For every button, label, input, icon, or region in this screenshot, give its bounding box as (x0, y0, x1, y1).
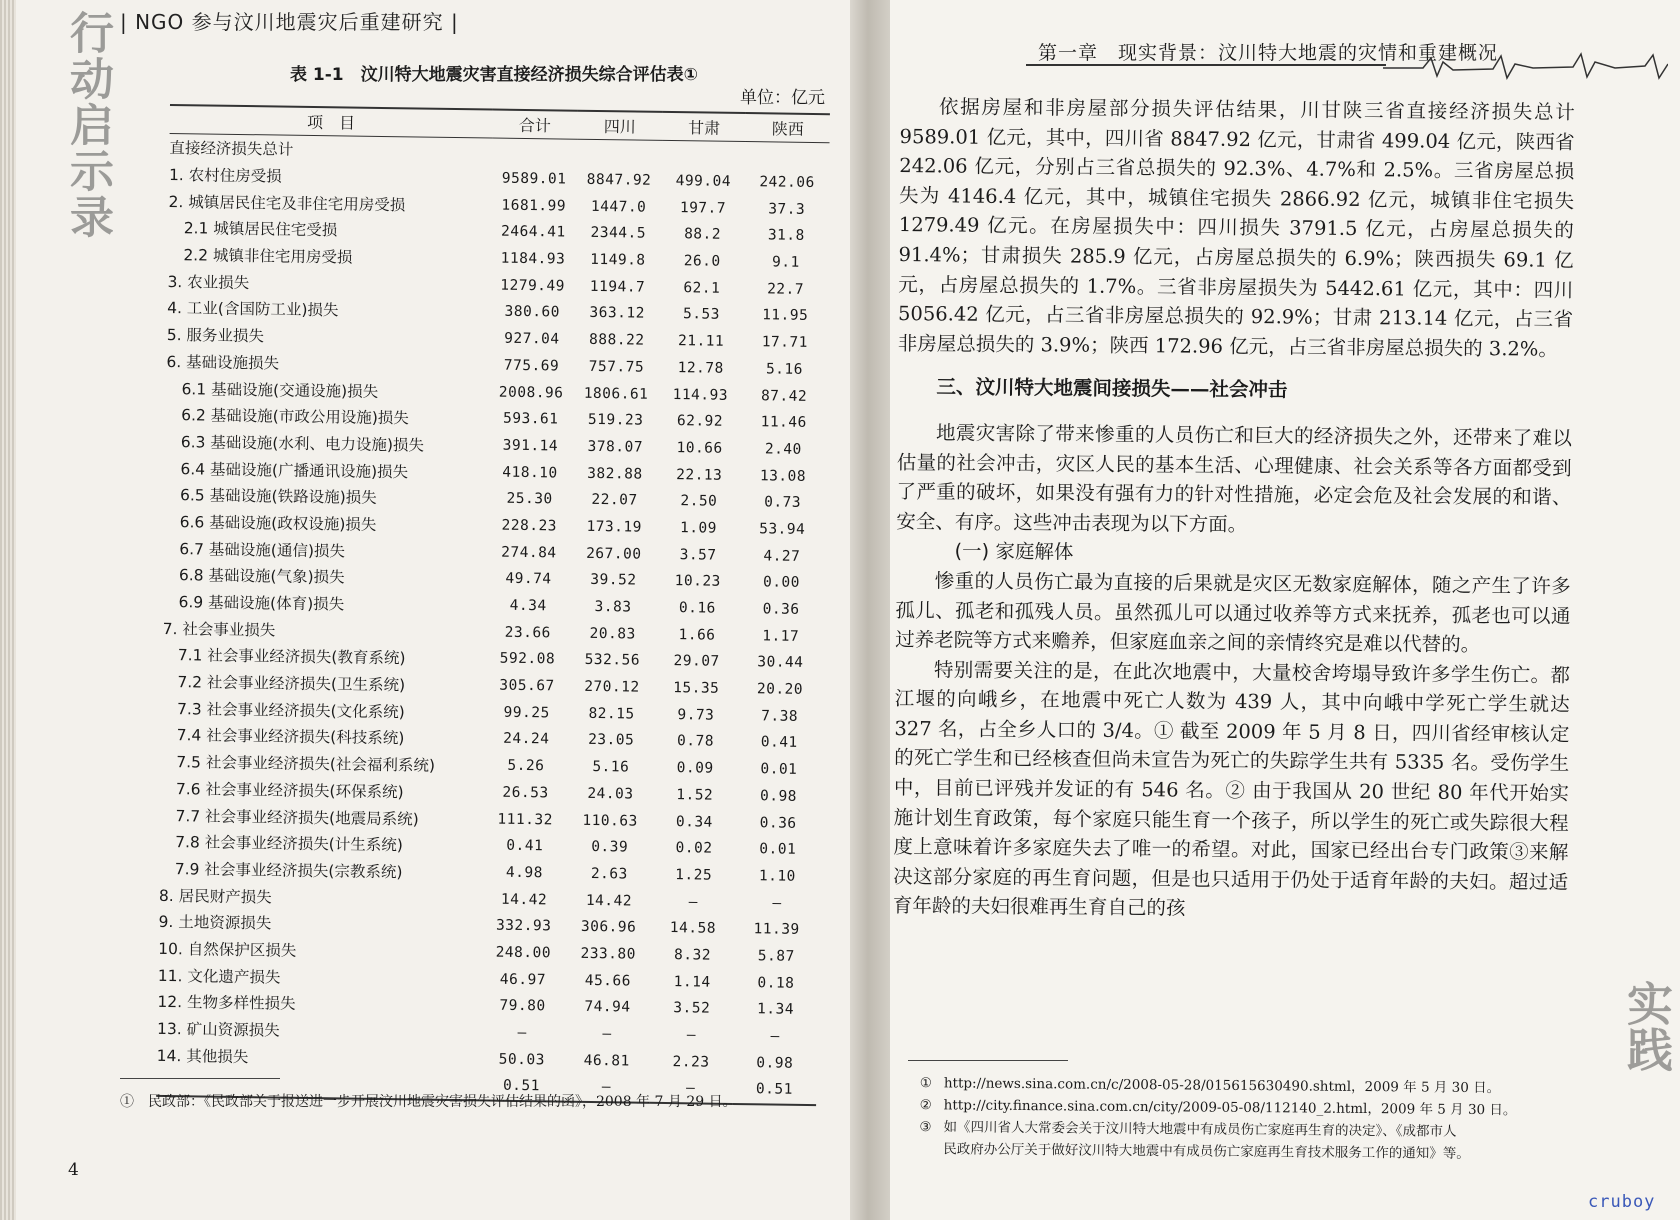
footnote-item (907, 1138, 1607, 1166)
footnote-text: http://news.sina.com.cn/c/2008-05-28/015615630490.shtml，2009 年 5 月 30 日。 (943, 1075, 1501, 1097)
row-item-label: 6.2 基础设施(市政公用设施)损失 (165, 406, 409, 428)
table-unit: 单位：亿元 (740, 88, 825, 108)
side-decoration-right: 实践 (1620, 980, 1674, 1072)
row-item-label: 6.5 基础设施(铁路设施)损失 (164, 486, 377, 508)
cell-sichuan: 888.22 (588, 332, 645, 349)
cell-gansu: 1.09 (679, 520, 718, 537)
cell-sichuan: 1194.7 (589, 278, 646, 296)
cell-sichuan: 20.83 (589, 625, 636, 643)
row-item-label: 3. 农业损失 (167, 272, 250, 292)
cell-total: 1184.93 (500, 250, 566, 268)
cell-sichuan: 5.16 (592, 759, 630, 776)
cell-sichuan: 757.75 (588, 358, 645, 376)
row-item-label: 2.1 城镇居民住宅受损 (168, 219, 338, 240)
row-item-label: 12. 生物多样性损失 (157, 993, 296, 1014)
cell-shaanxi: 0.98 (759, 788, 798, 805)
cell-total: 0.41 (506, 837, 544, 855)
cell-sichuan: — (564, 1074, 649, 1103)
cell-gansu: 9.73 (677, 706, 715, 724)
cell-shaanxi: 17.71 (761, 334, 809, 352)
cell-total: 418.10 (502, 464, 558, 482)
cell-total (492, 138, 577, 166)
paragraph: 特别需要关注的是，在此次地震中，大量校舍垮塌导致许多学生伤亡。都江堰的向峨乡，在地震中死亡人数为 439 人，其中向峨中学死亡学生就达 327 名，占全乡人口的 3/4。① 截至 2009 年 5 月 8 日，四川省经审核认定的死亡学生和已经核查但尚未宣告为死亡的失踪学生共有 5335 名。受伤学生中，目前已评残并发证的有 546 名。② 由于我国从 20 世纪 80 年代开始实施计划生育政策，每个家庭只能生育一个孩子，所以学生的死亡或失踪很大程度上意味着许多家庭失去了唯一的希望。对此，国家已经出台专门政策③来解决这部分家庭的再生育问题，但是也只适用于仍处于适育年龄的夫妇。超过适育年龄的夫妇很难再生育自己的孩 (892, 658, 1571, 920)
row-item-label: 10. 自然保护区损失 (158, 939, 297, 960)
cell-gansu: 0.78 (676, 733, 715, 751)
table-body (156, 133, 829, 1104)
row-item-label: 6.7 基础设施(通信)损失 (163, 539, 346, 561)
cell-shaanxi: 1.34 (756, 1001, 795, 1019)
cell-sichuan (577, 139, 662, 167)
cell-shaanxi (745, 142, 829, 170)
cell-shaanxi: — (772, 895, 782, 912)
running-head-rule (1026, 64, 1386, 66)
cell-gansu: 10.66 (676, 440, 723, 457)
cell-gansu: 197.7 (679, 199, 727, 217)
cell-sichuan: 382.88 (587, 465, 643, 483)
running-head-right: 第一章 现实背景：汶川特大地震的灾情和重建概况 (1038, 42, 1499, 64)
cell-shaanxi: 0.73 (764, 494, 802, 512)
cell-sichuan: 532.56 (584, 652, 641, 670)
right-page (868, 0, 1680, 1220)
cell-gansu: 0.09 (676, 760, 714, 777)
cell-total: 49.74 (505, 571, 552, 588)
cell-gansu: 8.32 (673, 947, 712, 964)
footnote-text: 如《四川省人大常委会关于汶川特大地震中有成员伤亡家庭再生育的决定》、《成都市人 (943, 1119, 1457, 1140)
row-item-label: 4. 工业(含国防工业)损失 (167, 299, 339, 320)
cell-shaanxi: 22.7 (767, 281, 805, 298)
col-header-gansu: 甘肃 (662, 112, 746, 142)
row-item-label: 直接经济损失总计 (169, 139, 294, 160)
cell-shaanxi: 0.36 (759, 814, 797, 832)
cell-gansu: 14.58 (669, 920, 717, 937)
cell-sichuan: 306.96 (580, 919, 637, 936)
cell-gansu: 29.07 (673, 653, 720, 671)
subsection-title: (一) 家庭解体 (954, 539, 1074, 564)
row-item-label: 6.4 基础设施(广播通讯设施)损失 (164, 459, 409, 481)
row-item-label: 14. 其他损失 (156, 1046, 249, 1066)
cell-sichuan: 23.05 (588, 732, 635, 750)
row-item-label: 1. 农村住房受损 (168, 166, 282, 186)
footnote-mark: ① (919, 1075, 933, 1092)
cell-gansu: — (649, 1075, 733, 1104)
loss-assessment-table (156, 104, 830, 1106)
cell-total: 1681.99 (501, 197, 567, 215)
cell-total: 24.24 (503, 731, 550, 748)
cell-gansu: 0.02 (675, 840, 713, 857)
cell-gansu: 12.78 (677, 359, 724, 377)
cell-total: 305.67 (499, 677, 555, 695)
cell-gansu: 114.93 (672, 386, 729, 404)
footnote-rule-right (908, 1060, 1068, 1061)
page-edge (0, 0, 16, 1220)
row-item-label: 7.5 社会事业经济损失(社会福利系统) (160, 753, 436, 775)
right-body-text (893, 92, 1575, 927)
cell-sichuan: 46.81 (583, 1052, 630, 1070)
cell-total: 274.84 (501, 544, 557, 562)
cell-total: 111.32 (497, 811, 553, 828)
cell-sichuan: 0.39 (591, 839, 629, 856)
cell-sichuan: 39.52 (590, 572, 637, 589)
cell-total: 332.93 (495, 917, 552, 935)
cell-gansu: 88.2 (684, 226, 722, 244)
cell-total: 1279.49 (500, 277, 566, 295)
cell-shaanxi: 0.00 (762, 574, 801, 592)
row-item-label: 6.8 基础设施(气象)损失 (163, 566, 345, 587)
row-item-label: 7.3 社会事业经济损失(文化系统) (161, 699, 405, 722)
row-item-label: 6.9 基础设施(体育)损失 (162, 592, 345, 614)
cell-total: 391.14 (502, 437, 559, 455)
watermark: cruboy (1588, 1192, 1656, 1212)
footnote-mark: ③ (919, 1119, 932, 1136)
cell-total: 248.00 (495, 944, 552, 962)
cell-total: 23.66 (504, 624, 551, 642)
cell-gansu: — (688, 893, 699, 911)
cell-total: 927.04 (504, 330, 560, 348)
cell-gansu: 22.13 (676, 466, 723, 484)
cell-total: — (517, 1024, 527, 1042)
cell-gansu: 1.25 (675, 867, 713, 884)
row-item-label: 7. 社会事业损失 (162, 619, 276, 640)
cell-sichuan: 173.19 (586, 518, 642, 536)
cell-total: 228.23 (501, 517, 558, 535)
cell-total: 2008.96 (498, 384, 564, 402)
cell-gansu: 1.52 (676, 786, 714, 804)
running-head-left: | NGO 参与汶川地震灾后重建研究 | (120, 10, 459, 34)
cell-total: 5.26 (507, 757, 545, 775)
cell-shaanxi: 5.87 (757, 948, 795, 965)
cell-sichuan: 363.12 (589, 305, 645, 323)
cell-shaanxi: 11.39 (753, 921, 800, 939)
scribble-decoration (1383, 50, 1668, 80)
cell-shaanxi: 0.01 (760, 761, 798, 778)
row-item-label: 7.8 社会事业经济损失(计生系统) (159, 833, 403, 855)
cell-sichuan: 233.80 (580, 945, 637, 963)
cell-shaanxi: 11.95 (762, 307, 809, 325)
cell-shaanxi: 0.41 (760, 734, 798, 752)
cell-total: 26.53 (502, 784, 549, 802)
cell-total: 4.34 (509, 597, 547, 615)
row-item-label: 5. 服务业损失 (166, 326, 265, 346)
cell-shaanxi: 13.08 (759, 467, 807, 485)
cell-shaanxi: 0.18 (757, 974, 795, 992)
paragraph: 惨重的人员伤亡最为直接的后果就是灾区无数家庭解体，随之产生了许多孤儿、孤老和孤残人员。虽然孤儿可以通过收养等方式来抚养，孤老也可以通过养老院等方式来赡养，但家庭血亲之间的亲情终究是难以代替的。 (895, 569, 1571, 657)
cell-total: 592.08 (499, 651, 556, 668)
cell-sichuan: 14.42 (585, 892, 633, 910)
cell-shaanxi: 2.40 (764, 441, 802, 458)
cell-total: 9589.01 (501, 170, 567, 188)
cell-shaanxi: 53.94 (759, 521, 806, 538)
row-item-label: 7.2 社会事业经济损失(卫生系统) (161, 673, 406, 695)
cell-gansu: 62.92 (676, 413, 724, 430)
footnote-rule-left (120, 1078, 280, 1079)
cell-shaanxi: 30.44 (757, 654, 804, 672)
row-item-label: 7.4 社会事业经济损失(科技系统) (161, 726, 405, 748)
cell-sichuan: 2344.5 (590, 225, 647, 243)
cell-shaanxi: 0.01 (759, 841, 797, 859)
footnotes-right (907, 1072, 1608, 1166)
col-header-total: 合计 (492, 110, 577, 140)
row-item-label: 7.6 社会事业经济损失(环保系统) (160, 779, 404, 802)
cell-gansu: 10.23 (674, 573, 721, 591)
cell-sichuan: 45.66 (584, 972, 632, 990)
cell-shaanxi: 9.1 (771, 254, 800, 271)
cell-gansu: 62.1 (683, 279, 721, 297)
cell-gansu: — (686, 1027, 697, 1044)
cell-sichuan: 267.00 (586, 545, 642, 563)
row-item-label: 9. 土地资源损失 (158, 913, 272, 933)
row-item-label: 2. 城镇居民住宅及非住宅用房受损 (168, 192, 406, 215)
cell-total: 25.30 (506, 491, 553, 508)
footnote-left: ① 民政部：《民政部关于报送进一步开展汶川地震灾害损失评估结果的函》，2008 年 7 月 29 日。 (120, 1094, 737, 1110)
footnote-mark: ② (919, 1097, 932, 1114)
cell-shaanxi: 5.16 (765, 361, 804, 378)
cell-sichuan: — (602, 1026, 612, 1043)
cell-gansu: 5.53 (682, 306, 721, 324)
cell-gansu (662, 140, 746, 168)
cell-total: 50.03 (498, 1051, 546, 1069)
cell-gansu: 1.66 (678, 626, 716, 644)
row-item-label: 11. 文化遗产损失 (157, 966, 281, 987)
cell-sichuan: 82.15 (588, 705, 635, 723)
cell-sichuan: 378.07 (587, 438, 644, 456)
cell-shaanxi: 87.42 (760, 387, 808, 405)
cell-sichuan: 1806.61 (583, 385, 649, 403)
row-item-label: 6. 基础设施损失 (166, 352, 280, 373)
cell-shaanxi: 4.27 (763, 547, 801, 565)
row-item-label: 7.1 社会事业经济损失(教育系统) (162, 646, 406, 668)
cell-shaanxi: 20.20 (756, 681, 804, 698)
cell-shaanxi: 0.98 (756, 1054, 794, 1072)
cell-total: 775.69 (503, 357, 560, 375)
cell-gansu: 499.04 (675, 173, 732, 190)
cell-gansu: 2.23 (672, 1053, 710, 1071)
cell-shaanxi: 1.17 (762, 628, 800, 645)
cell-gansu: 21.11 (677, 333, 725, 350)
cell-total: 46.97 (499, 971, 547, 988)
cell-total: 99.25 (503, 704, 550, 722)
cell-shaanxi: 11.46 (760, 414, 807, 432)
cell-sichuan: 74.94 (584, 999, 631, 1016)
cell-total: 79.80 (499, 998, 546, 1015)
cell-shaanxi: 0.51 (732, 1076, 816, 1105)
cell-gansu: 2.50 (680, 493, 718, 510)
cell-shaanxi: 242.06 (759, 174, 815, 192)
cell-total: 380.60 (504, 304, 561, 321)
cell-gansu: 26.0 (683, 253, 721, 270)
cell-shaanxi: 31.8 (767, 227, 805, 245)
cell-gansu: 3.57 (679, 546, 717, 564)
table-caption: 表 1-1 汶川特大地震灾害直接经济损失综合评估表① (290, 65, 699, 85)
cell-sichuan: 22.07 (591, 492, 638, 509)
row-item-label: 8. 居民财产损失 (158, 886, 272, 907)
cell-shaanxi: 0.36 (762, 601, 800, 618)
footnote-text: 民政府办公厅关于做好汶川特大地震中有成员伤亡家庭再生育技术服务工作的通知》等。 (943, 1141, 1470, 1162)
paragraph: 地震灾害除了带来惨重的人员伤亡和巨大的经济损失之外，还带来了难以估量的社会冲击，灾区人民的基本生活、心理健康、社会关系等各方面都受到了严重的破坏，如果没有强有力的针对性措施，必定会危及社会发展的和谐、安全、有序。这些冲击表现为以下方面。 (896, 421, 1573, 536)
paragraph: 依据房屋和非房屋部分损失评估结果，川甘陕三省直接经济损失总计 9589.01 亿元，其中，四川省 8847.92 亿元，甘肃省 499.04 亿元，陕西省 242.06 亿元，分别占三省总损失的 92.3%、4.7%和 2.5%。三省房屋总损失为 4146.4 亿元，其中，城镇住宅损失 2866.92 亿元，城镇非住宅损失 1279.49 亿元。在房屋损失中：四川损失 3791.5 亿元，占房屋总损失的 91.4%；甘肃损失 285.9 亿元，占房屋总损失的 6.9%；陕西损失 69.1 亿元，占房屋总损失的 1.7%。三省非房屋损失为 5442.61 亿元，其中：四川 5056.42 亿元，占三省非房屋总损失的 92.9%；甘肃 213.14 亿元，占三省非房屋总损失的 3.9%；陕西 172.96 亿元，占三省非房屋总损失的 3.2%。 (897, 95, 1575, 361)
cell-shaanxi: 37.3 (768, 201, 806, 218)
cell-total: 0.51 (479, 1072, 564, 1101)
cell-sichuan: 2.63 (590, 865, 628, 883)
footnote-text: http://city.finance.sina.com.cn/city/2009-05-08/112140_2.html，2009 年 5 月 30 日。 (943, 1097, 1517, 1119)
cell-sichuan: 270.12 (584, 678, 640, 696)
row-item-label: 7.9 社会事业经济损失(宗教系统) (159, 859, 403, 882)
cell-sichuan: 1447.0 (590, 198, 647, 216)
cell-sichuan: 3.83 (594, 599, 632, 616)
cell-shaanxi: 1.10 (758, 868, 796, 885)
cell-sichuan: 8847.92 (586, 171, 652, 189)
cell-shaanxi: — (770, 1028, 780, 1045)
cell-shaanxi: 7.38 (761, 708, 799, 725)
col-header-item: 项 目 (170, 105, 493, 138)
cell-gansu: 1.14 (673, 973, 711, 991)
col-header-sichuan: 四川 (577, 111, 662, 141)
row-item-label: 6.6 基础设施(政权设施)损失 (164, 512, 377, 534)
cell-gansu: 0.34 (675, 813, 713, 831)
cell-sichuan: 110.63 (582, 812, 638, 830)
row-item-label: 13. 矿山资源损失 (156, 1019, 280, 1040)
cell-gansu: 3.52 (673, 1000, 711, 1017)
cell-sichuan: 519.23 (587, 412, 644, 429)
cell-total: 593.61 (502, 410, 559, 428)
page-number: 4 (68, 1160, 79, 1180)
cell-total: 2464.41 (500, 224, 566, 241)
section-title: 三、汶川特大地震间接损失——社会冲击 (936, 375, 1288, 402)
cell-total: 14.42 (500, 891, 548, 908)
book-gutter (850, 0, 890, 1220)
row-item-label: 7.7 社会事业经济损失(地震局系统) (159, 806, 419, 829)
col-header-shaanxi: 陕西 (746, 113, 830, 143)
cell-total: 4.98 (505, 864, 544, 882)
cell-gansu: 0.16 (678, 600, 716, 617)
row-item-label: 6.1 基础设施(交通设施)损失 (165, 379, 379, 401)
row-item-label: 2.2 城镇非住宅用房受损 (167, 246, 353, 267)
cell-sichuan: 1149.8 (590, 251, 646, 269)
cell-sichuan: 24.03 (587, 785, 634, 803)
row-item-label: 6.3 基础设施(水利、电力设施)损失 (165, 432, 425, 455)
side-decoration-left: 行动启示录 (62, 10, 113, 240)
cell-gansu: 15.35 (673, 680, 720, 697)
